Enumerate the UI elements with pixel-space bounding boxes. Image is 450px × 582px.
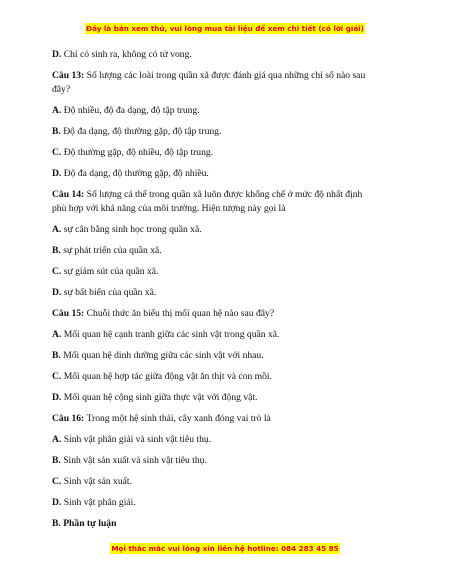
option-letter: A.: [52, 329, 62, 340]
question-stem-line: [52, 307, 398, 321]
option-line: [52, 370, 398, 384]
question-stem-line: [52, 412, 398, 426]
option-line: [52, 104, 398, 118]
question-stem-text: Chuỗi thức ăn biểu thị mối quan hệ nào sau đây?: [86, 308, 275, 319]
question-stem-text: phù hợp với khả năng của môi trường. Hiện tượng này gọi là: [52, 203, 286, 214]
option-letter: A.: [52, 224, 62, 235]
question-number: Câu 15:: [52, 308, 85, 319]
question-stem-line: [52, 69, 398, 83]
option-letter: B.: [52, 126, 61, 137]
option-text: Độ đa dạng, độ thường gặp, độ nhiều.: [63, 168, 209, 179]
option-letter: C.: [52, 371, 62, 382]
option-text: Sinh vật phân giải.: [63, 497, 136, 508]
option-letter: A.: [52, 434, 62, 445]
option-line: [52, 475, 398, 489]
option-letter: B.: [52, 455, 61, 466]
option-letter: D.: [52, 287, 62, 298]
preview-notice-text: Đây là bản xem thử, vui lòng mua tài liệu để xem chi tiết (có lời giải): [86, 24, 364, 33]
option-letter: D.: [52, 497, 62, 508]
question-stem-line: [52, 188, 398, 202]
preview-notice-banner: [0, 25, 450, 32]
option-line: [52, 146, 398, 160]
question-stem: [52, 412, 398, 426]
option-line: [52, 328, 398, 342]
option-line: [52, 454, 398, 468]
option-text: sự cân bằng sinh học trong quần xã.: [63, 224, 202, 235]
question-stem-text: Số lượng cá thể trong quần xã luôn được khống chế ở mức độ nhất định: [86, 189, 363, 200]
hotline-notice-banner: [0, 545, 450, 552]
option-line: [52, 433, 398, 447]
option-letter: D.: [52, 168, 62, 179]
question-stem-line: [52, 83, 398, 97]
question-stem: [52, 307, 398, 321]
option-line: [52, 167, 398, 181]
option-line: [52, 223, 398, 237]
option-letter: D.: [52, 392, 62, 403]
option-line: [52, 244, 398, 258]
option-letter: C.: [52, 476, 62, 487]
option-text: Độ thường gặp, độ nhiều, độ tập trung.: [63, 147, 214, 158]
option-text: Sinh vật phân giải và sinh vật tiêu thụ.: [63, 434, 212, 445]
section-heading: B. Phần tự luận: [52, 518, 117, 529]
option-text: sự giảm sút của quần xã.: [63, 266, 159, 277]
option-text: Mối quan hệ hợp tác giữa động vật ăn thịt và con mồi.: [63, 371, 272, 382]
option-text: sự bất biến của quần xã.: [63, 287, 157, 298]
question-stem-text: Trong một hệ sinh thái, cây xanh đóng vai trò là: [86, 413, 271, 424]
option-text: Sinh vật sản xuất.: [63, 476, 132, 487]
option-text: Sinh vật sản xuất và sinh vật tiêu thụ.: [63, 455, 207, 466]
option-text: Độ nhiều, độ đa dạng, độ tập trung.: [63, 105, 200, 116]
option-text: Độ đa dạng, độ thường gặp, độ tập trung.: [63, 126, 222, 137]
option-letter: A.: [52, 105, 62, 116]
option-line: [52, 496, 398, 510]
document-page-content: [52, 48, 398, 538]
question-number: Câu 16:: [52, 413, 85, 424]
option-text: Mối quan hệ dinh dưỡng giữa các sinh vật với nhau.: [63, 350, 264, 361]
option-letter: C.: [52, 147, 62, 158]
question-number: Câu 13:: [52, 70, 85, 81]
option-letter: C.: [52, 266, 62, 277]
option-letter: B.: [52, 350, 61, 361]
question-stem-text: Số lượng các loài trong quần xã được đánh giá qua những chỉ số nào sau: [86, 70, 366, 81]
option-line: [52, 391, 398, 405]
option-line: [52, 349, 398, 363]
option-letter: D.: [52, 49, 62, 60]
question-list: [52, 69, 398, 510]
option-line: [52, 286, 398, 300]
question-stem-line: [52, 202, 398, 216]
option-text: sự phát triển của quần xã.: [63, 245, 162, 256]
option-line: [52, 48, 398, 62]
option-line: [52, 125, 398, 139]
question-number: Câu 14:: [52, 189, 85, 200]
option-text: Mối quan hệ cạnh tranh giữa các sinh vật trong quần xã.: [63, 329, 280, 340]
question-stem-text: đây?: [52, 84, 71, 95]
option-line: [52, 265, 398, 279]
hotline-notice-text: Mọi thắc mắc vui lòng xin liên hệ hotline: 084 283 45 85: [111, 544, 339, 553]
option-text: Mối quan hệ cộng sinh giữa thực vật với động vật.: [63, 392, 258, 403]
question-stem: [52, 188, 398, 216]
question-stem: [52, 69, 398, 97]
option-letter: B.: [52, 245, 61, 256]
option-text: Chỉ có sinh ra, không có tử vong.: [63, 49, 192, 60]
